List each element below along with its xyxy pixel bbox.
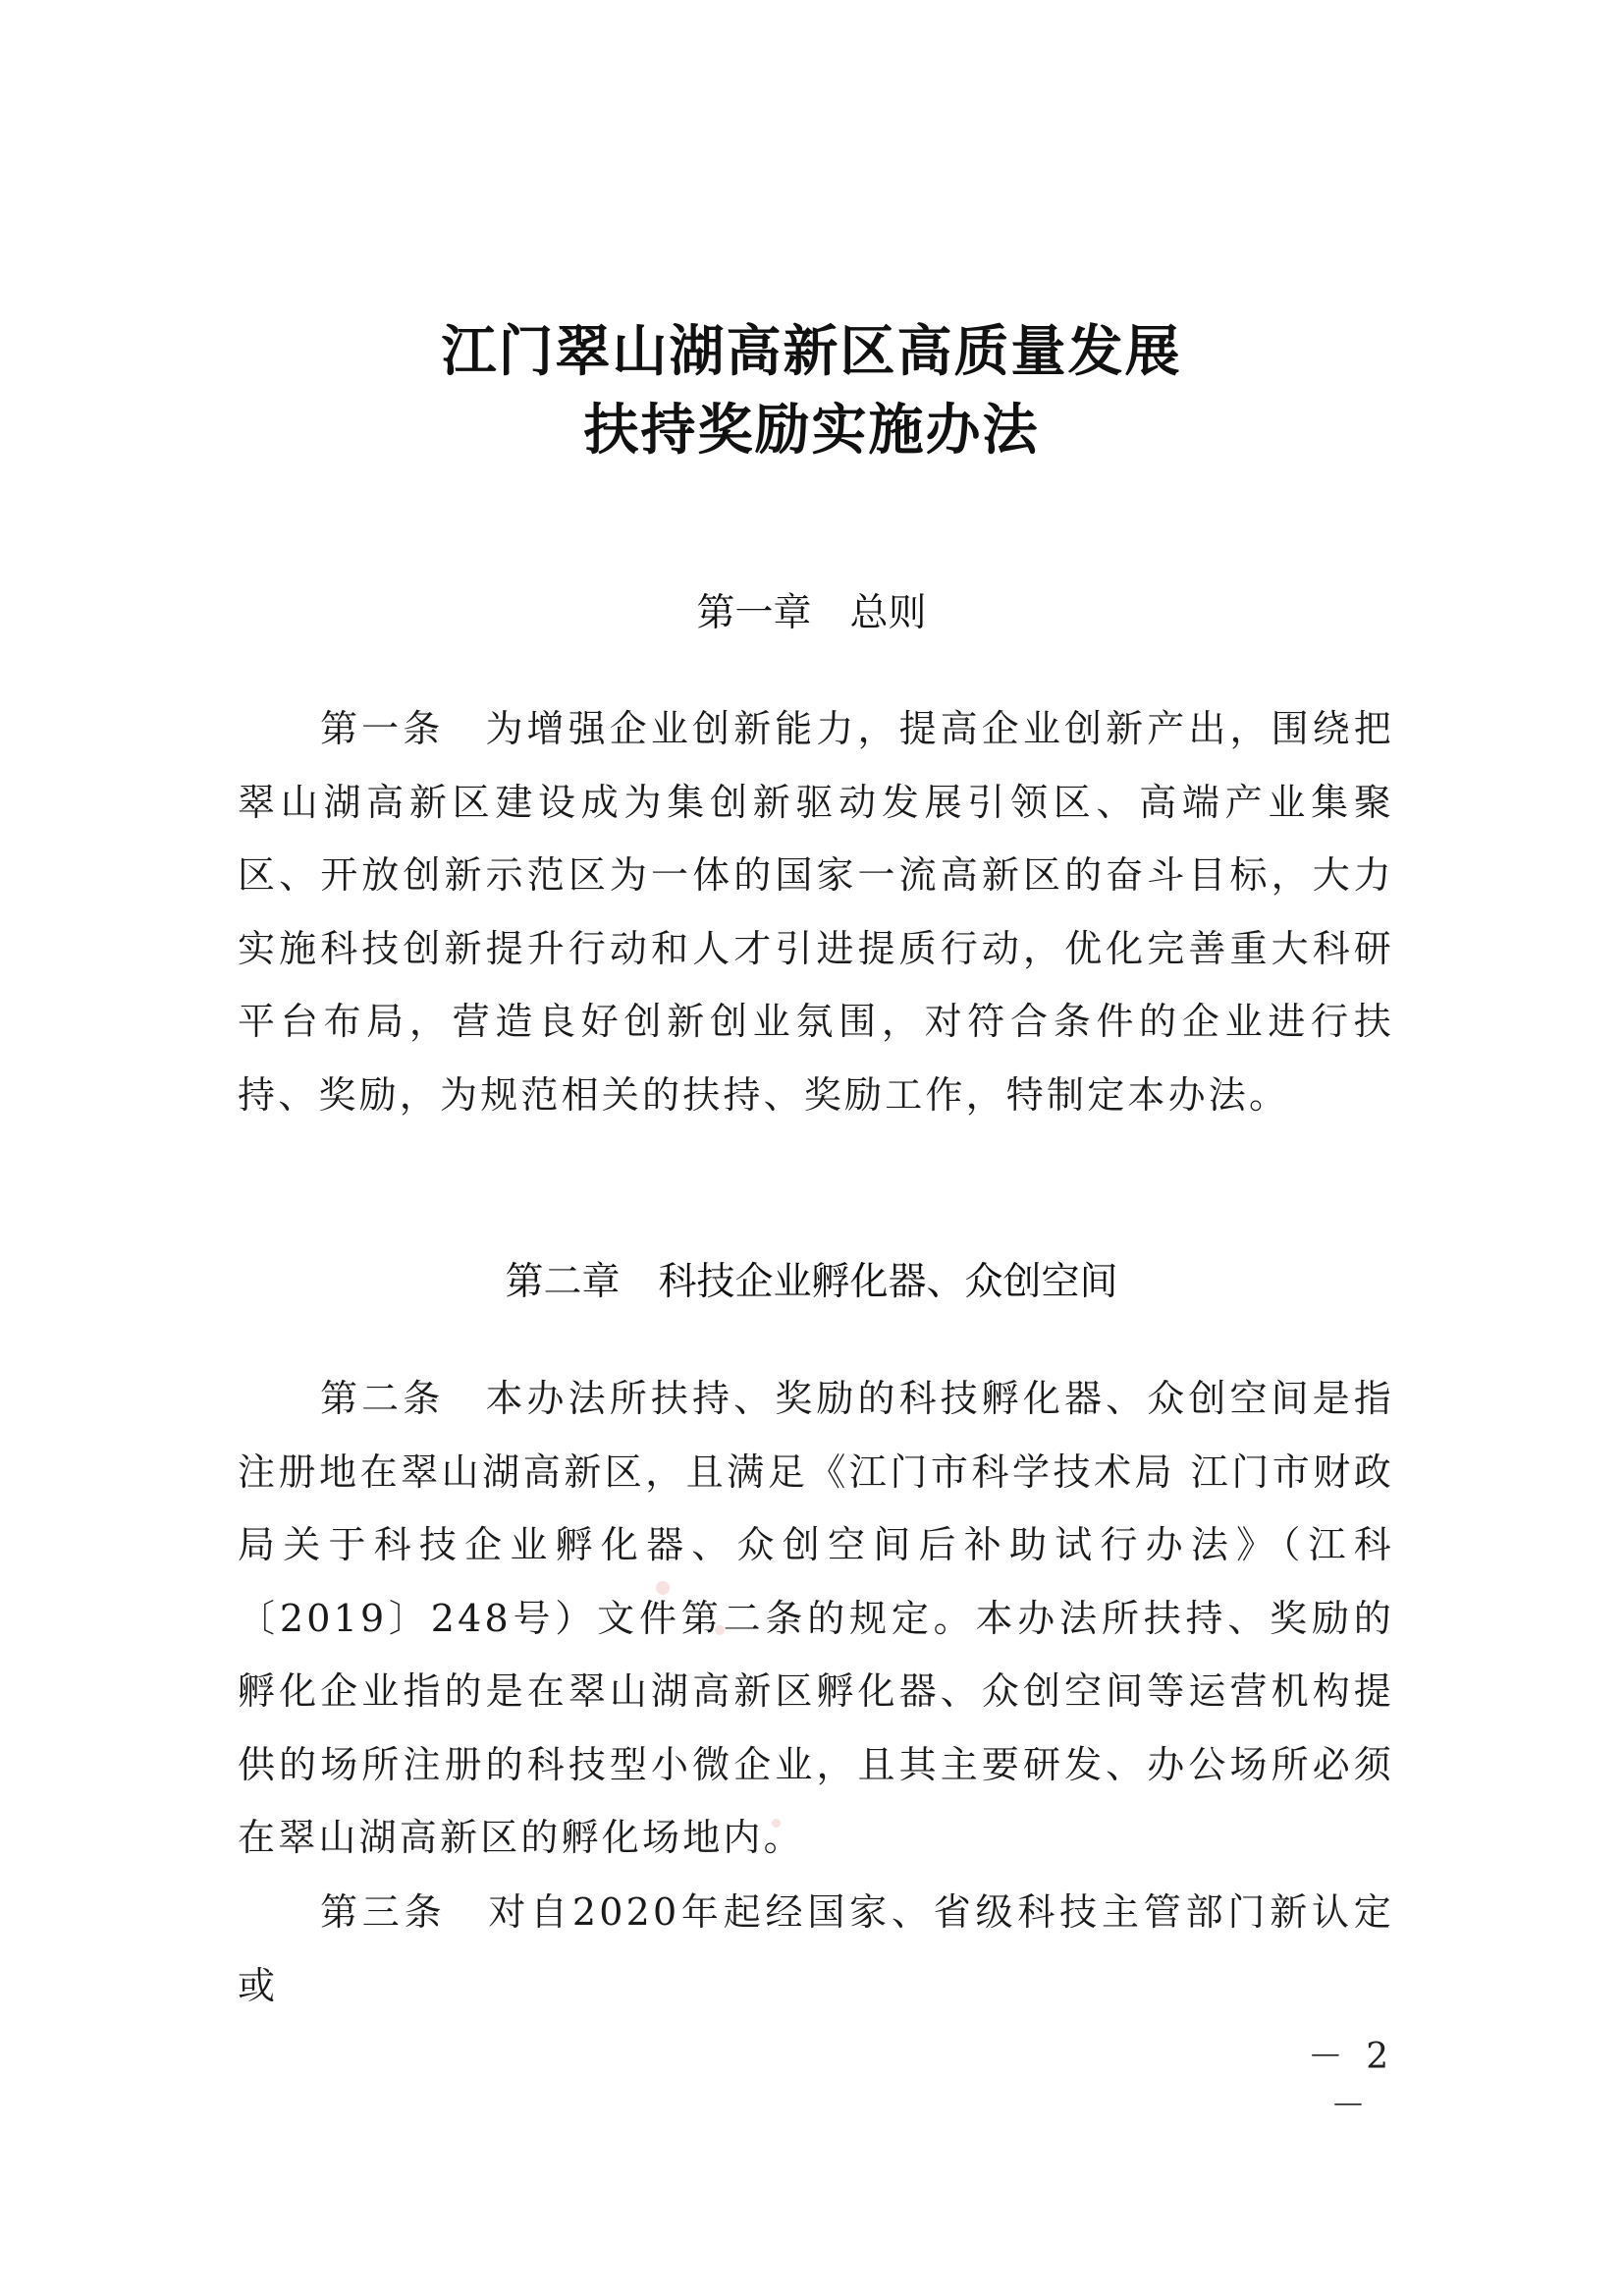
stamp-trace-mark bbox=[715, 1625, 725, 1635]
article-2-paragraph: 第二条 本办法所扶持、奖励的科技孵化器、众创空间是指注册地在翠山湖高新区，且满足《江门市科学技术局 江门市财政局关于科技企业孵化器、众创空间后补助试行办法》（江科〔2019〕248号）文件第二条的规定。本办法所扶持、奖励的孵化企业指的是在翠山湖高新区孵化器、众创空间等运营机构提供的场所注册的科技型小微企业，且其主要研发、办公场所必须在翠山湖高新区的孵化场地内。 bbox=[238, 1377, 1394, 1859]
document-title bbox=[0, 312, 1623, 469]
title-line-2: 扶持奖励实施办法 bbox=[583, 398, 1040, 463]
article-1-paragraph: 第一条 为增强企业创新能力，提高企业创新产出，围绕把翠山湖高新区建设成为集创新驱动发展引领区、高端产业集聚区、开放创新示范区为一体的国家一流高新区的奋斗目标，大力实施科技创新提升行动和人才引进提质行动，优化完善重大科研平台布局，营造良好创新创业氛围，对符合条件的企业进行扶持、奖励，为规范相关的扶持、奖励工作，特制定本办法。 bbox=[238, 707, 1394, 1117]
chapter-heading-2: 第二章 科技企业孵化器、众创空间 bbox=[505, 1260, 1118, 1304]
article-3-paragraph: 第三条 对自2020年起经国家、省级科技主管部门新认定或 bbox=[238, 1890, 1394, 2007]
title-line-1: 江门翠山湖高新区高质量发展 bbox=[441, 319, 1182, 384]
page-number: － 2 － bbox=[1307, 2037, 1395, 2126]
stamp-trace-mark bbox=[656, 1581, 670, 1595]
chapter-heading-1: 第一章 总则 bbox=[696, 591, 927, 635]
stamp-trace-mark bbox=[772, 1819, 781, 1828]
